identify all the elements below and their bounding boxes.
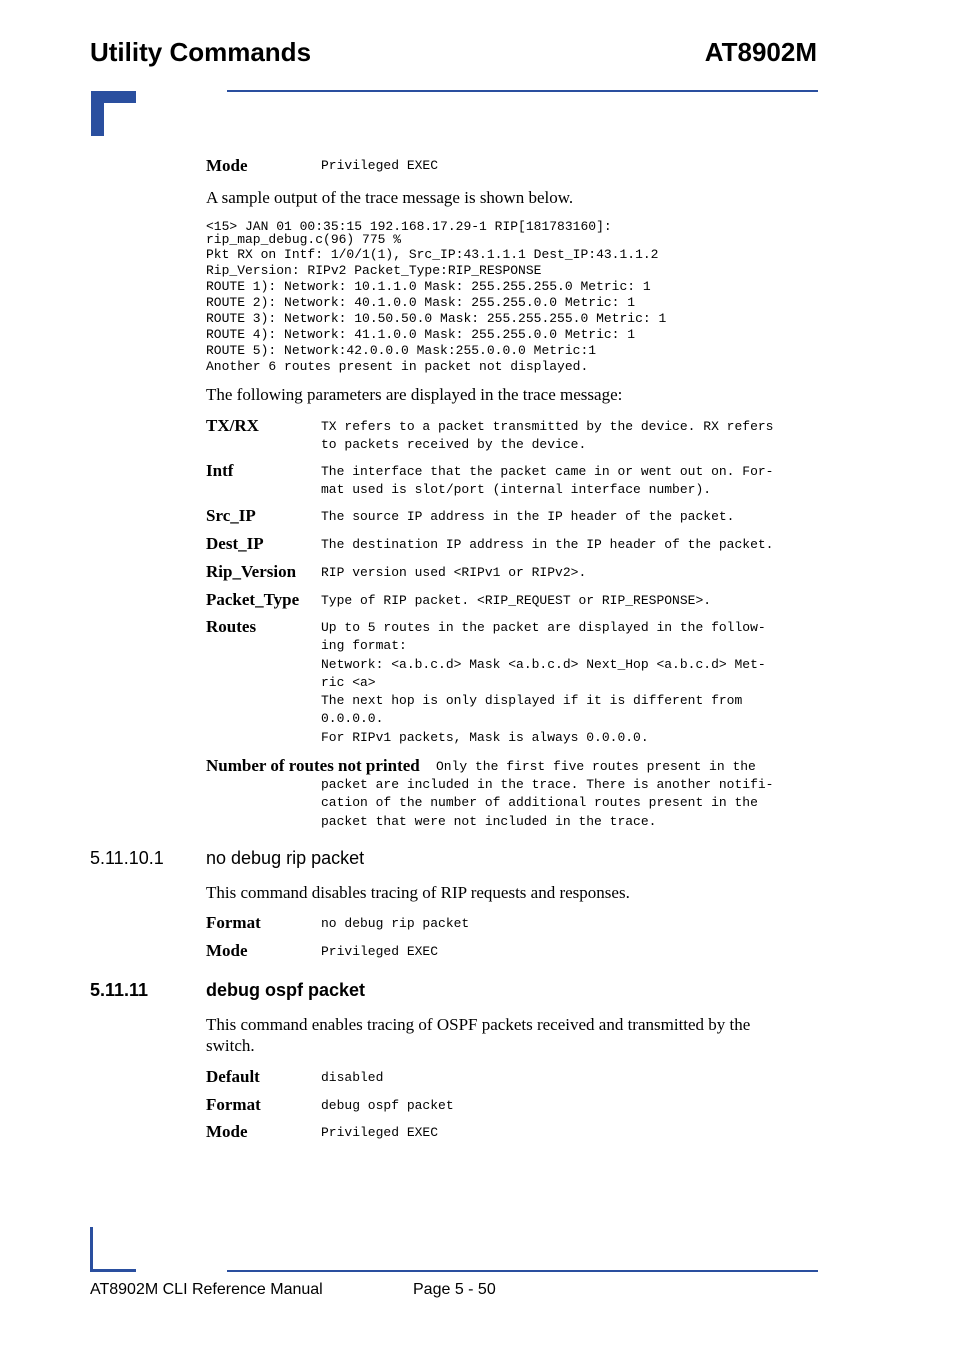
param-term-intf: Intf — [206, 461, 234, 480]
param-term-dest-ip: Dest_IP — [206, 534, 264, 553]
section-description: This command enables tracing of OSPF packets received and transmitted by the switch. — [206, 1015, 751, 1055]
sample-line: rip_map_debug.c(96) 775 % — [206, 232, 402, 247]
footer-bracket-vertical — [90, 1227, 93, 1272]
mode-value: Privileged EXEC — [321, 1125, 439, 1140]
footer-page-number: Page 5 - 50 — [413, 1281, 496, 1298]
param-term-routes-not-printed: Number of routes not printed — [206, 756, 420, 775]
param-desc-packet-type: Type of RIP packet. <RIP_REQUEST or RIP_RESPONSE>. — [321, 593, 712, 608]
header-product: AT8902M — [704, 37, 817, 67]
param-desc-src-ip: The source IP address in the IP header of the packet. — [321, 509, 735, 524]
sample-intro: A sample output of the trace message is shown below. — [206, 188, 574, 207]
param-desc-dest-ip: The destination IP address in the IP header of the packet. — [321, 537, 774, 552]
mode-value: Privileged EXEC — [321, 944, 439, 959]
sample-output — [206, 220, 666, 375]
header-title: Utility Commands — [90, 37, 312, 67]
format-value: no debug rip packet — [321, 916, 470, 931]
param-term-txrx: TX/RX — [206, 416, 259, 435]
format-value: debug ospf packet — [321, 1098, 454, 1113]
mode-term: Mode — [206, 941, 248, 960]
param-desc-routes: Up to 5 routes in the packet are displayed in the follow- ing format: Network: <a.b.c.d> Mask <a.b.c.d> Next_Hop <a.b.c.d> Met- ric <a> The next hop is only displayed if it is different from 0.0.0.0. For RIPv1 packets, Mask is always 0.0.0.0. — [321, 620, 766, 745]
param-term-routes: Routes — [206, 617, 257, 636]
corner-bracket-vertical — [91, 91, 104, 136]
param-desc-routes-not-printed: packet are included in the trace. There is another notifi- cation of the number of additional routes present in the packet that were not included in the trace. — [321, 777, 774, 829]
format-term: Format — [206, 1095, 261, 1114]
param-desc-rip-version: RIP version used <RIPv1 or RIPv2>. — [321, 565, 587, 580]
sample-line: ROUTE 1): Network: 10.1.1.0 Mask: 255.255.255.0 Metric: 1 — [206, 279, 651, 294]
format-term: Format — [206, 913, 261, 932]
header-rule — [227, 90, 818, 92]
section-description: This command disables tracing of RIP requests and responses. — [206, 883, 630, 902]
mode-value: Privileged EXEC — [321, 158, 439, 173]
sample-line: Another 6 routes present in packet not displayed. — [206, 359, 589, 374]
sample-line: ROUTE 2): Network: 40.1.0.0 Mask: 255.255.0.0 Metric: 1 — [206, 295, 636, 310]
section-number: 5.11.11 — [90, 980, 149, 1000]
param-desc-intf: The interface that the packet came in or went out on. For- mat used is slot/port (internal interface number). — [321, 464, 774, 498]
sample-line: Rip_Version: RIPv2 Packet_Type:RIP_RESPONSE — [206, 263, 542, 278]
default-value: disabled — [321, 1070, 384, 1085]
section-number: 5.11.10.1 — [90, 848, 164, 868]
sample-line: Pkt RX on Intf: 1/0/1(1), Src_IP:43.1.1.1 Dest_IP:43.1.1.2 — [206, 247, 659, 262]
footer-manual-title: AT8902M CLI Reference Manual — [90, 1281, 323, 1298]
param-desc-routes-not-printed-first: Only the first five routes present in the — [436, 759, 756, 774]
param-term-rip-version: Rip_Version — [206, 562, 297, 581]
sample-line: ROUTE 4): Network: 41.1.0.0 Mask: 255.255.0.0 Metric: 1 — [206, 327, 636, 342]
sample-line: <15> JAN 01 00:35:15 192.168.17.29-1 RIP[181783160]: — [206, 219, 612, 234]
section-title: debug ospf packet — [206, 980, 366, 1000]
sample-line: ROUTE 5): Network:42.0.0.0 Mask:255.0.0.0 Metric:1 — [206, 343, 597, 358]
footer-bracket-horizontal — [90, 1269, 136, 1272]
section-title: no debug rip packet — [206, 848, 365, 868]
mode-term: Mode — [206, 156, 248, 175]
params-intro: The following parameters are displayed in the trace message: — [206, 385, 623, 404]
footer-rule — [227, 1270, 818, 1272]
sample-line: ROUTE 3): Network: 10.50.50.0 Mask: 255.255.255.0 Metric: 1 — [206, 311, 667, 326]
param-term-packet-type: Packet_Type — [206, 590, 300, 609]
param-term-src-ip: Src_IP — [206, 506, 256, 525]
default-term: Default — [206, 1067, 260, 1086]
param-desc-txrx: TX refers to a packet transmitted by the device. RX refers to packets received by the device. — [321, 419, 774, 453]
mode-term: Mode — [206, 1122, 248, 1141]
